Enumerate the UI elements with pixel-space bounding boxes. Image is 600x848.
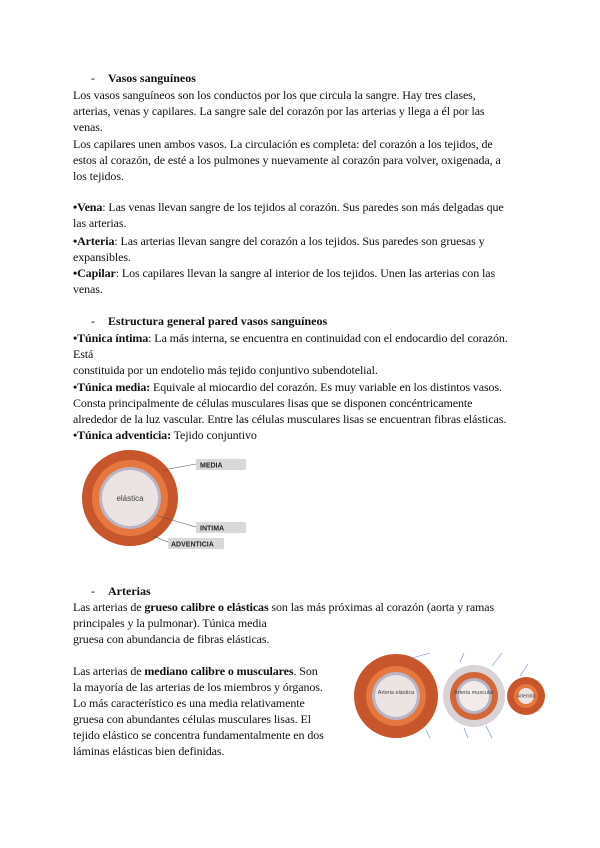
leader-line [153,536,168,542]
section-dash: - [91,314,95,328]
text-span: Las arterias de [73,600,145,614]
definition-arteria [73,233,485,249]
paragraph-line: las arterias. [73,216,127,230]
paragraph-line: tejido elástico se concentra fundamentalmente en dos [73,728,324,742]
paragraph-line [73,599,494,615]
term: •Vena [73,200,103,214]
term: •Capilar [73,266,116,280]
term: •Túnica adventicia: [73,428,171,442]
leader-line [163,464,196,470]
leader-line [412,653,430,658]
definition-vena [73,199,504,215]
definition-adventicia [73,427,257,443]
paragraph-line: Los capilares unen ambos vasos. La circulación es completa: del corazón a los tejidos, de [73,137,493,151]
paragraph-line: Los vasos sanguíneos son los conductos por los que circula la sangre. Hay tres clases, [73,88,476,102]
label-media: MEDIA [200,462,223,470]
center-label: elástica [116,494,144,503]
definition-text: : La más interna, se encuentra en continuidad con el endocardio del corazón. [148,331,508,345]
label-intima: INTIMA [200,525,225,533]
term: grueso calibre o elásticas [144,600,269,614]
elastic-artery-label: Arteria elástica [377,690,415,696]
paragraph-line: expansibles. [73,250,131,264]
paragraph-line: láminas elásticas bien definidas. [73,744,225,758]
term: •Túnica media: [73,380,151,394]
paragraph-line [73,663,318,679]
vessel-layers-figure [78,448,258,558]
definition-text: Tejido conjuntivo [170,428,257,442]
paragraph-line: venas. [73,282,103,296]
leader-line [486,726,492,738]
definition-text: : Los capilares llevan la sangre al interior de los tejidos. Unen las arterias con las [115,266,496,280]
definition-text: Equivale al miocardio del corazón. Es muy variable en los distintos vasos. [150,380,502,394]
paragraph-line: principales y la pulmonar). Túnica media [73,616,267,630]
text-span: son las más próximas al corazón (aorta y ramas [268,600,495,614]
leader-line [464,728,468,738]
leader-line [426,730,430,738]
text-span: Las arterias de [73,664,145,678]
section-dash: - [91,71,95,85]
paragraph-line: gruesa con abundancia de fibras elásticas. [73,632,270,646]
muscular-artery-lumen [459,681,489,711]
elastic-artery-lumen [375,675,417,717]
arteriole-label: Arteriola [516,693,536,700]
paragraph-line: Lo más característico es una media relativamente [73,696,305,710]
term: mediano calibre o musculares [144,664,294,678]
definition-text: : Las arterias llevan sangre del corazón a los tejidos. Sus paredes son gruesas y [114,234,485,248]
paragraph-line: estos al corazón, de esté a los pulmones y nuevamente al corazón para volver, oxigenada, a [73,153,501,167]
paragraph-line: Está [73,347,94,361]
leader-line [520,664,528,676]
paragraph-line: Consta principalmente de células musculares lisas que se disponen concéntricamente [73,396,473,410]
artery-types-figure [352,650,552,745]
paragraph-line: gruesa con abundantes células musculares lisas. El [73,712,311,726]
definition-text: : Las venas llevan sangre de los tejidos al corazón. Sus paredes son más delgadas que [102,200,504,214]
paragraph-line: arterias, venas y capilares. La sangre sale del corazón por las arterias y llega a él por las [73,104,485,118]
section-heading-estructura: Estructura general pared vasos sanguíneos [108,314,328,328]
label-adventicia: ADVENTICIA [171,541,214,549]
text-span: . Son [293,664,318,678]
section-dash: - [91,584,95,598]
definition-capilar [73,265,495,281]
muscular-artery-label: Arteria muscular [453,690,495,696]
definition-intima [73,330,508,346]
definition-media [73,379,502,395]
section-heading-vasos: Vasos sanguíneos [108,71,196,85]
leader-line [492,653,502,666]
paragraph-line: constituida por un endotelio más tejido conjuntivo subendotelial. [73,363,378,377]
paragraph-line: los tejidos. [73,169,124,183]
paragraph-line: la mayoría de las arterias de los miembros y órganos. [73,680,323,694]
leader-line [460,653,464,662]
term: •Arteria [73,234,115,248]
paragraph-line: alrededor de la luz vascular. Entre las células musculares lisas se encuentran fibras elásticas. [73,412,507,426]
paragraph-line: venas. [73,120,103,134]
section-heading-arterias: Arterias [108,584,151,598]
term: •Túnica íntima [73,331,149,345]
